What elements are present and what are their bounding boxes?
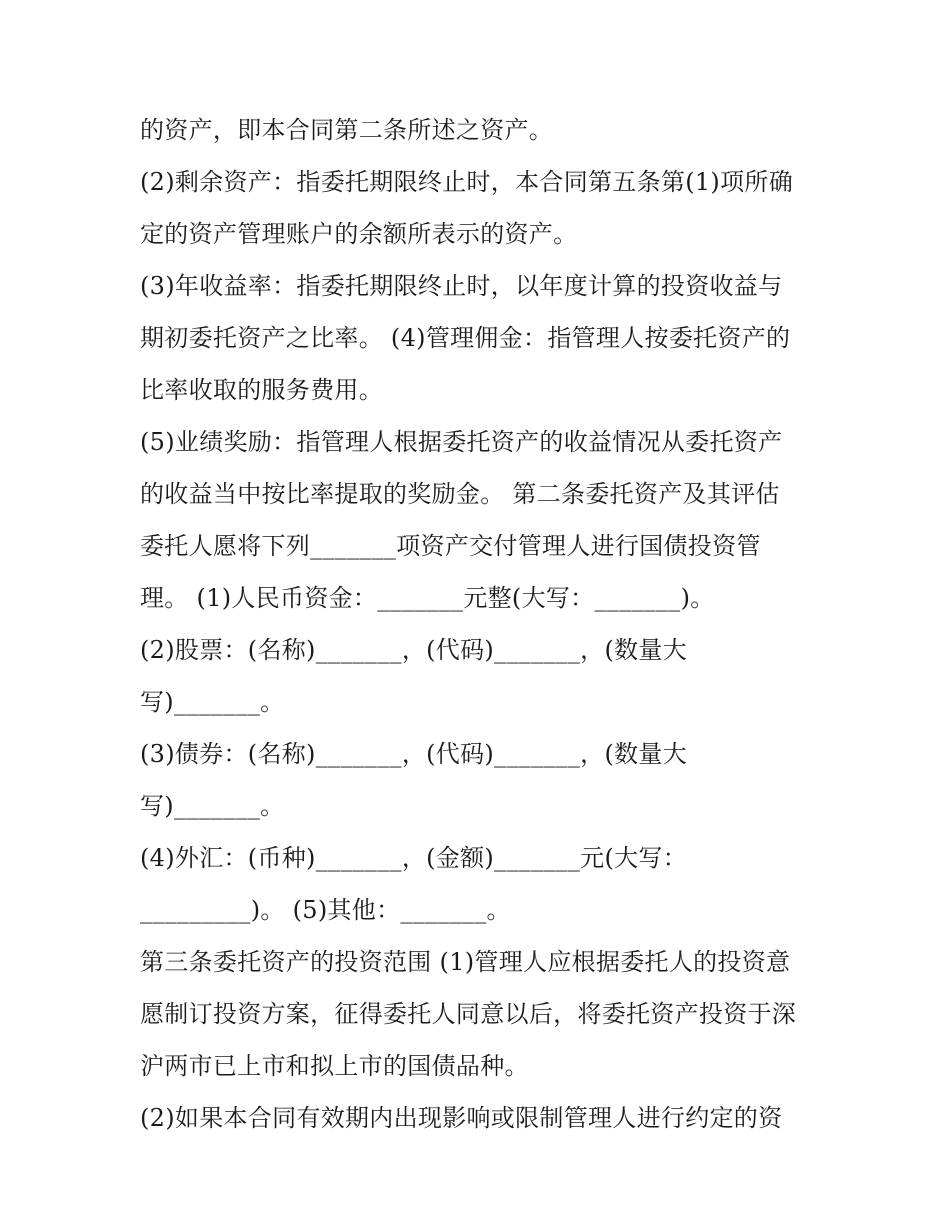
- text-line: (3)年收益率：指委托期限终止时，以年度计算的投资收益与: [140, 272, 783, 300]
- text-line: _________)。 (5)其他：_______。: [140, 896, 511, 924]
- text-line: (2)剩余资产：指委托期限终止时，本合同第五条第(1)项所确: [140, 168, 793, 196]
- text-line: (3)债券：(名称)_______，(代码)_______，(数量大: [140, 740, 688, 768]
- text-line: 写)_______。: [140, 792, 285, 820]
- text-line: 比率收取的服务费用。: [140, 376, 383, 404]
- text-line: 第三条委托资产的投资范围 (1)管理人应根据委托人的投资意: [140, 948, 791, 976]
- text-line: 写)_______。: [140, 688, 285, 716]
- text-line: 理。 (1)人民币资金：_______元整(大写：_______)。: [140, 584, 715, 612]
- text-line: (4)外汇：(币种)_______，(金额)_______元(大写：: [140, 844, 688, 872]
- text-line: 的收益当中按比率提取的奖励金。 第二条委托资产及其评估: [140, 480, 780, 508]
- text-line: (2)股票：(名称)_______，(代码)_______，(数量大: [140, 636, 688, 664]
- text-line: 沪两市已上市和拟上市的国债品种。: [140, 1052, 529, 1080]
- text-line: 期初委托资产之比率。 (4)管理佣金：指管理人按委托资产的: [140, 324, 791, 352]
- text-line: 的资产，即本合同第二条所述之资产。: [140, 116, 554, 144]
- text-line: 定的资产管理账户的余额所表示的资产。: [140, 220, 578, 248]
- text-line: (2)如果本合同有效期内出现影响或限制管理人进行约定的资: [140, 1104, 783, 1132]
- text-line: (5)业绩奖励：指管理人根据委托资产的收益情况从委托资产: [140, 428, 783, 456]
- text-line: 委托人愿将下列_______项资产交付管理人进行国债投资管: [140, 532, 761, 560]
- document-body: [140, 104, 820, 1144]
- text-line: 愿制订投资方案，征得委托人同意以后，将委托资产投资于深: [140, 1000, 797, 1028]
